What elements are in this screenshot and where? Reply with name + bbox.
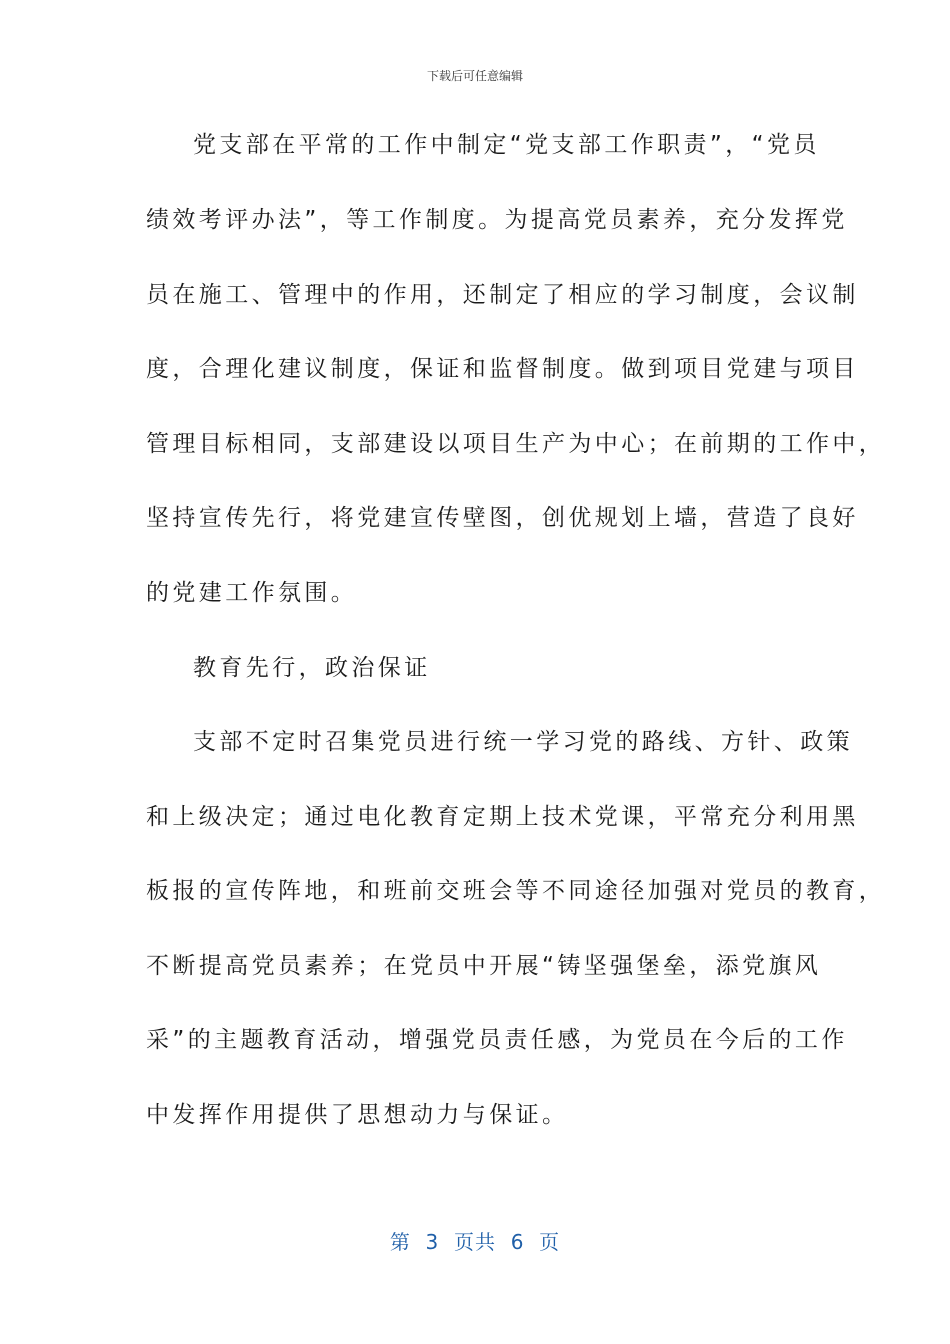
paragraph-line: 员在施工、管理中的作用，还制定了相应的学习制度，会议制: [146, 282, 859, 308]
section-heading: 教育先行，政治保证: [193, 655, 431, 681]
header-note: 下载后可任意编辑: [426, 69, 523, 83]
page-footer: [0, 1226, 950, 1255]
paragraph-line: 党支部在平常的工作中制定“党支部工作职责”，“党员: [193, 132, 820, 158]
paragraph-line: 和上级决定；通过电化教育定期上技术党课，平常充分利用黑: [146, 804, 859, 830]
paragraph-line: 坚持宣传先行，将党建宣传壁图，创优规划上墙，营造了良好: [146, 505, 859, 531]
paragraph-line: 度，合理化建议制度，保证和监督制度。做到项目党建与项目: [146, 356, 859, 382]
page-number-label: 第 3 页共 6 页: [389, 1230, 561, 1254]
paragraph-line: 管理目标相同，支部建设以项目生产为中心；在前期的工作中，: [146, 431, 886, 457]
paragraph-line: 绩效考评办法”，等工作制度。为提高党员素养，充分发挥党: [146, 207, 848, 233]
paragraph-line: 板报的宣传阵地，和班前交班会等不同途径加强对党员的教育，: [146, 878, 886, 904]
paragraph-line: 支部不定时召集党员进行统一学习党的路线、方针、政策: [193, 729, 853, 755]
paragraph-line: 的党建工作氛围。: [146, 580, 358, 606]
paragraph-line: 中发挥作用提供了思想动力与保证。: [146, 1102, 569, 1128]
paragraph-line: 采”的主题教育活动，增强党员责任感，为党员在今后的工作: [146, 1027, 848, 1053]
paragraph-line: 不断提高党员素养；在党员中开展“铸坚强堡垒，添党旗风: [146, 953, 822, 979]
